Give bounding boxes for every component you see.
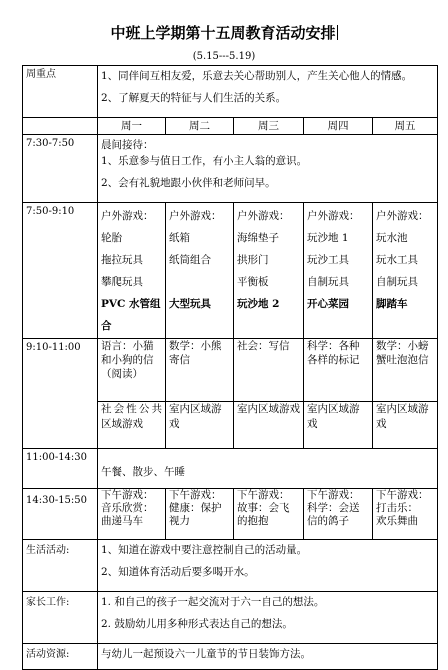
study-mon-top: 语言：小猫和小狗的信（阅读） — [98, 339, 166, 402]
outdoor-time: 7:50-9:10 — [23, 203, 98, 339]
outdoor-tue — [166, 203, 234, 339]
day-header-thu: 周四 — [304, 118, 373, 135]
morning-line: 晨间接待： — [101, 139, 154, 151]
day-header-tue: 周二 — [166, 118, 234, 135]
outdoor-item: 轮胎 — [101, 232, 122, 244]
parents-content — [98, 592, 438, 644]
afternoon-item: 下午游戏： — [376, 489, 429, 501]
study-row-top — [23, 339, 438, 402]
outdoor-fri — [373, 203, 438, 339]
outdoor-item: 平衡板 — [237, 276, 269, 288]
noon-text: 午餐、散步、午睡 — [101, 465, 185, 478]
afternoon-item: 故事：会飞 — [237, 502, 290, 514]
afternoon-item: 下午游戏： — [101, 489, 154, 501]
outdoor-item: 大型玩具 — [169, 298, 211, 310]
afternoon-item: 下午游戏： — [237, 489, 290, 501]
afternoon-wed — [234, 489, 304, 540]
resources-label: 活动资源: — [23, 644, 98, 670]
day-header-row — [23, 118, 438, 135]
study-fri-top: 数学：小螃蟹吐泡泡信 — [373, 339, 438, 402]
outdoor-item: 玩水池 — [376, 232, 408, 244]
afternoon-item: 下午游戏： — [307, 489, 360, 501]
outdoor-item: 户外游戏： — [237, 210, 290, 222]
afternoon-item: 健康：保护 — [169, 502, 222, 514]
focus-row — [23, 66, 438, 118]
afternoon-item: 科学：会送 — [307, 502, 360, 514]
life-line: 1、知道在游戏中要注意控制自己的活动量。 — [101, 544, 308, 556]
outdoor-wed — [234, 203, 304, 339]
study-tue-bottom: 室内区域游戏 — [166, 402, 234, 449]
study-wed-bottom: 室内区域游戏 — [234, 402, 304, 449]
afternoon-fri — [373, 489, 438, 540]
focus-line: 1、同伴间互相友爱，乐意去关心帮助别人，产生关心他人的情感。 — [101, 70, 413, 82]
outdoor-item: 户外游戏： — [169, 210, 222, 222]
parents-label: 家长工作: — [23, 592, 98, 644]
study-time: 9:10-11:00 — [23, 339, 98, 449]
noon-time: 11:00-14:30 — [23, 449, 98, 489]
study-mon-bottom: 社会性公共区域游戏 — [98, 402, 166, 449]
afternoon-item: 打击乐： — [376, 502, 418, 514]
day-header-wed: 周三 — [234, 118, 304, 135]
outdoor-mon — [98, 203, 166, 339]
morning-line: 1、乐意参与值日工作，有小主人翁的意识。 — [101, 155, 308, 167]
afternoon-item: 的抱抱 — [237, 515, 269, 527]
outdoor-item: 开心菜园 — [307, 298, 349, 310]
afternoon-tue — [166, 489, 234, 540]
outdoor-item: 玩沙地 2 — [237, 298, 280, 310]
outdoor-item: 拖拉玩具 — [101, 254, 143, 266]
afternoon-row — [23, 489, 438, 540]
outdoor-item: 纸筒组合 — [169, 254, 211, 266]
resources-row — [23, 644, 438, 670]
outdoor-item: 玩沙地 1 — [307, 232, 349, 244]
outdoor-item: 攀爬玩具 — [101, 276, 143, 288]
parents-line: 2. 鼓励幼儿用多种形式表达自己的想法。 — [101, 618, 293, 630]
outdoor-item: 户外游戏： — [307, 210, 360, 222]
afternoon-thu — [304, 489, 373, 540]
afternoon-time: 14:30-15:50 — [23, 489, 98, 540]
morning-line: 2、会有礼貌地跟小伙伴和老师问早。 — [101, 177, 276, 189]
outdoor-item: 玩沙工具 — [307, 254, 349, 266]
day-header-mon: 周一 — [98, 118, 166, 135]
afternoon-item: 欢乐舞曲 — [376, 515, 418, 527]
life-label: 生活活动: — [23, 540, 98, 592]
noon-content — [98, 449, 438, 489]
outdoor-row — [23, 203, 438, 339]
life-line: 2、知道体育活动后要多喝开水。 — [101, 566, 255, 578]
morning-content — [98, 135, 438, 203]
schedule-table — [22, 65, 438, 670]
study-fri-bottom: 室内区域游戏 — [373, 402, 438, 449]
parents-line: 1. 和自己的孩子一起交流对于六一自己的想法。 — [101, 596, 325, 608]
study-tue-top: 数学：小熊寄信 — [166, 339, 234, 402]
outdoor-item: 纸箱 — [169, 232, 190, 244]
afternoon-item: 音乐欣赏： — [101, 502, 154, 514]
outdoor-item: 拱形门 — [237, 254, 269, 266]
outdoor-item: 自制玩具 — [307, 276, 349, 288]
day-header-blank — [23, 118, 98, 135]
study-wed-top: 社会：写信 — [234, 339, 304, 402]
morning-time: 7:30-7:50 — [23, 135, 98, 203]
resources-content: 与幼儿一起预设六一儿童节的节日装饰方法。 — [98, 644, 438, 670]
study-thu-bottom: 室内区域游戏 — [304, 402, 373, 449]
afternoon-mon — [98, 489, 166, 540]
focus-content — [98, 66, 438, 118]
afternoon-item: 曲递马车 — [101, 515, 143, 527]
text-cursor — [337, 25, 338, 40]
outdoor-item: 户外游戏： — [101, 210, 154, 222]
outdoor-item: 自制玩具 — [376, 276, 418, 288]
title-text: 中班上学期第十五周教育活动安排 — [110, 24, 336, 42]
outdoor-thu — [304, 203, 373, 339]
life-content — [98, 540, 438, 592]
afternoon-item: 视力 — [169, 515, 190, 527]
afternoon-item: 下午游戏： — [169, 489, 222, 501]
study-thu-top: 科学：各种各样的标记 — [304, 339, 373, 402]
date-range: (5.15---5.19) — [192, 51, 256, 62]
focus-label: 周重点 — [23, 66, 98, 118]
page-title — [0, 22, 448, 43]
afternoon-item: 信的鸽子 — [307, 515, 349, 527]
day-header-fri: 周五 — [373, 118, 438, 135]
outdoor-item: 玩水工具 — [376, 254, 418, 266]
outdoor-item: 户外游戏： — [376, 210, 429, 222]
outdoor-item — [169, 271, 230, 293]
focus-line: 2、了解夏天的特征与人们生活的关系。 — [101, 92, 287, 104]
outdoor-item: PVC 水管组合 — [101, 298, 161, 332]
noon-row — [23, 449, 438, 489]
morning-row — [23, 135, 438, 203]
outdoor-item: 脚踏车 — [376, 298, 408, 310]
life-row — [23, 540, 438, 592]
parents-row — [23, 592, 438, 644]
outdoor-item: 海绵垫子 — [237, 232, 279, 244]
